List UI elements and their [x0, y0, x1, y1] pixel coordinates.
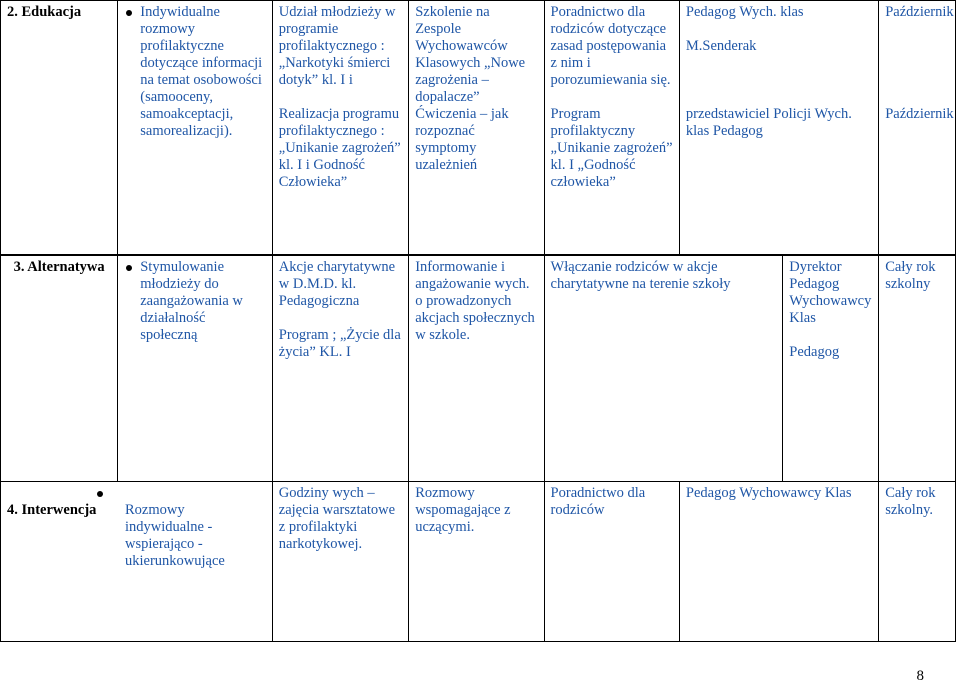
- table-row: [1, 256, 956, 482]
- section-goal-cell: 4. Interwencja Rozmowy indywidualne - wspierająco - ukierunkowujące: [1, 482, 273, 642]
- responsible-cell: Dyrektor Pedagog Wychowawcy Klas Pedagog: [783, 256, 879, 482]
- goal-cell: Stymulowanie młodzieży do zaangażowania w działalność społeczną: [118, 256, 273, 482]
- parents-cell: Poradnictwo dla rodziców: [544, 482, 679, 642]
- term-cell: Cały rok szkolny.: [879, 482, 956, 642]
- table-row: [1, 482, 956, 642]
- teachers-cell: Rozmowy wspomagające z uczącymi.: [409, 482, 544, 642]
- section-cell: 2. Edukacja: [1, 1, 118, 255]
- goal-cell: Indywidualne rozmowy profilaktyczne dotyczące informacji na temat osobowości (samooceny, samoakceptacji, samorealizacji).: [118, 1, 273, 255]
- parents-cell: Poradnictwo dla rodziców dotyczące zasad postępowania z nim i porozumiewania się. Program profilaktyczny „Unikanie zagrożeń” kl. I „Godność człowieka”: [544, 1, 679, 255]
- actions-cell: Godziny wych – zajęcia warsztatowe z profilaktyki narkotykowej.: [272, 482, 408, 642]
- responsible-cell: Pedagog Wych. klas M.Senderak przedstawiciel Policji Wych. klas Pedagog: [679, 1, 878, 255]
- teachers-cell: Informowanie i angażowanie wych. o prowadzonych akcjach społecznych w szkole.: [409, 256, 544, 482]
- actions-cell: Akcje charytatywne w D.M.D. kl. Pedagogiczna Program ; „Życie dla życia” KL. I: [272, 256, 408, 482]
- term-cell: Październik Październik: [879, 1, 956, 255]
- bullet-icon: [126, 10, 132, 16]
- teachers-cell: Szkolenie na Zespole Wychowawców Klasowych „Nowe zagrożenia – dopalacze” Ćwiczenia – jak rozpoznać symptomy uzależnień: [409, 1, 544, 255]
- section-cell: 3. Alternatywa: [1, 256, 118, 482]
- bullet-icon: [126, 265, 132, 271]
- page-number: 8: [916, 668, 924, 684]
- bullet-icon: [97, 491, 103, 497]
- responsible-cell: Pedagog Wychowawcy Klas: [679, 482, 878, 642]
- table-row: [1, 1, 956, 255]
- parents-cell: Włączanie rodziców w akcje charytatywne na terenie szkoły: [544, 256, 783, 482]
- term-cell: Cały rok szkolny: [879, 256, 956, 482]
- actions-cell: Udział młodzieży w programie profilaktycznego : „Narkotyki śmierci dotyk” kl. I i Realizacja programu profilaktycznego : „Unikanie zagrożeń” kl. I i Godność Człowieka”: [272, 1, 408, 255]
